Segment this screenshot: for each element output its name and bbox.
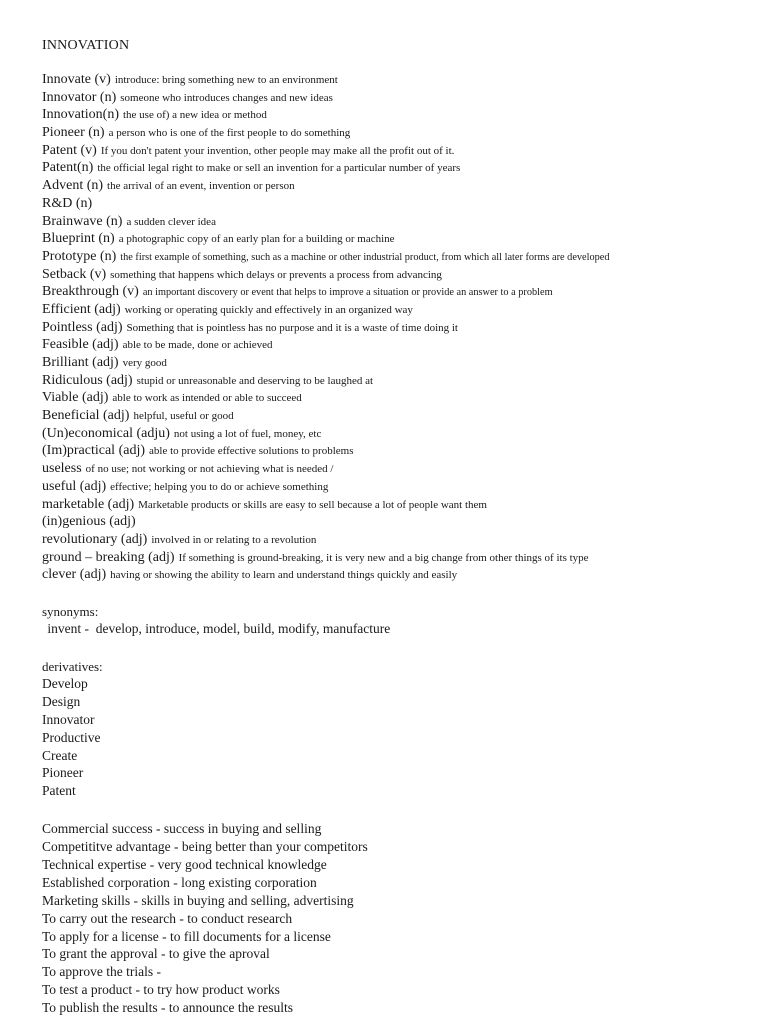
vocab-entry bbox=[42, 565, 752, 583]
vocab-definition: a photographic copy of an early plan for a building or machine bbox=[118, 233, 395, 246]
vocab-entry bbox=[42, 229, 752, 247]
vocab-entry bbox=[42, 318, 752, 336]
vocab-term: Pioneer (n) bbox=[42, 125, 105, 141]
vocab-entry bbox=[42, 388, 752, 406]
spacer bbox=[42, 800, 752, 820]
vocab-term: (in)genious (adj) bbox=[42, 514, 136, 530]
phrase-item: Commercial success - success in buying and selling bbox=[42, 821, 322, 837]
vocab-definition: the first example of something, such as a machine or other industrial product, from which all later forms are developed bbox=[120, 251, 610, 263]
vocab-term: Efficient (adj) bbox=[42, 301, 121, 317]
vocab-entry bbox=[42, 353, 752, 371]
spacer bbox=[42, 583, 752, 603]
vocab-entry bbox=[42, 141, 752, 159]
vocab-definition: having or showing the ability to learn and understand things quickly and easily bbox=[110, 569, 458, 582]
page-title: INNOVATION bbox=[42, 38, 130, 53]
vocab-term: useful (adj) bbox=[42, 478, 107, 494]
vocab-entry bbox=[42, 265, 752, 283]
phrase-item: To test a product - to try how product works bbox=[42, 982, 280, 998]
phrases-list bbox=[42, 820, 752, 1017]
vocab-entry bbox=[42, 371, 752, 389]
vocab-definition: the use of) a new idea or method bbox=[122, 109, 267, 122]
synonyms-line: invent - develop, introduce, model, build, modify, manufacture bbox=[44, 620, 391, 636]
vocab-definition: stupid or unreasonable and deserving to be laughed at bbox=[136, 374, 374, 387]
vocab-entry bbox=[42, 247, 752, 265]
vocab-definition: someone who introduces changes and new ideas bbox=[120, 91, 333, 104]
vocab-definition: able to provide effective solutions to problems bbox=[149, 445, 354, 458]
vocab-definition: very good bbox=[122, 357, 167, 369]
phrase-item: To apply for a license - to fill documents for a license bbox=[42, 928, 331, 944]
vocab-term: Setback (v) bbox=[42, 266, 107, 282]
phrase-item: To grant the approval - to give the aproval bbox=[42, 946, 270, 962]
vocab-entry bbox=[42, 158, 752, 176]
derivatives-label: derivatives: bbox=[42, 658, 103, 674]
derivative-item: Develop bbox=[42, 675, 88, 691]
vocab-entry bbox=[42, 530, 752, 548]
spacer bbox=[42, 638, 752, 658]
vocab-definition: effective; helping you to do or achieve something bbox=[110, 480, 329, 493]
vocab-definition: If you don't patent your invention, other people may make all the profit out of it. bbox=[100, 144, 455, 157]
vocab-entry bbox=[42, 441, 752, 459]
vocab-term: Pointless (adj) bbox=[42, 319, 123, 335]
vocab-entry bbox=[42, 495, 752, 513]
vocab-definition: Marketable products or skills are easy to sell because a lot of people want them bbox=[138, 498, 487, 511]
vocab-entry bbox=[42, 477, 752, 495]
vocab-entry bbox=[42, 300, 752, 318]
vocab-definition: of no use; not working or not achieving what is needed / bbox=[85, 463, 334, 476]
vocab-entry bbox=[42, 424, 752, 442]
vocab-definition: involved in or relating to a revolution bbox=[151, 533, 317, 546]
vocab-definition: an important discovery or event that helps to improve a situation or provide an answer to a problem bbox=[142, 287, 553, 299]
phrase-item: Marketing skills - skills in buying and selling, advertising bbox=[42, 892, 354, 908]
vocab-entry bbox=[42, 512, 752, 530]
vocab-entry bbox=[42, 88, 752, 106]
vocab-term: R&D (n) bbox=[42, 195, 93, 211]
phrase-item: Technical expertise - very good technical knowledge bbox=[42, 856, 327, 872]
vocab-definition: If something is ground-breaking, it is very new and a big change from other things of its type bbox=[178, 551, 589, 564]
derivative-item: Productive bbox=[42, 729, 101, 745]
vocab-term: ground – breaking (adj) bbox=[42, 549, 175, 565]
vocab-definition: Something that is pointless has no purpose and it is a waste of time doing it bbox=[126, 321, 458, 334]
vocab-entry bbox=[42, 70, 752, 88]
phrase-item: To approve the trials - bbox=[42, 964, 162, 980]
phrase-item: To carry out the research - to conduct research bbox=[42, 910, 293, 926]
vocab-definition: the official legal right to make or sell an invention for a particular number of years bbox=[97, 162, 461, 175]
vocab-term: Brainwave (n) bbox=[42, 213, 123, 229]
vocab-definition: working or operating quickly and effectively in an organized way bbox=[124, 303, 413, 316]
vocab-definition: something that happens which delays or prevents a process from advancing bbox=[110, 268, 442, 281]
derivatives-list bbox=[42, 675, 752, 800]
vocab-definition: able to be made, done or achieved bbox=[122, 339, 273, 352]
phrase-item: Competititve advantage - being better than your competitors bbox=[42, 839, 368, 855]
vocab-term: Brilliant (adj) bbox=[42, 355, 119, 370]
vocab-entry bbox=[42, 406, 752, 424]
vocab-term: Viable (adj) bbox=[42, 390, 109, 406]
vocab-entry bbox=[42, 282, 752, 300]
synonyms-label: synonyms: bbox=[42, 603, 99, 619]
vocab-term: Innovate (v) bbox=[42, 72, 111, 87]
vocab-term: Patent (v) bbox=[42, 142, 97, 158]
vocab-term: Prototype (n) bbox=[42, 248, 117, 264]
vocab-entry bbox=[42, 105, 752, 123]
vocab-entry bbox=[42, 123, 752, 141]
vocab-entry bbox=[42, 459, 752, 477]
vocab-entry bbox=[42, 194, 752, 212]
vocab-definition: introduce: bring something new to an environment bbox=[114, 74, 338, 86]
vocab-term: revolutionary (adj) bbox=[42, 531, 148, 547]
derivative-item: Pioneer bbox=[42, 765, 84, 781]
derivative-item: Innovator bbox=[42, 711, 95, 727]
vocab-definition: able to work as intended or able to succeed bbox=[112, 392, 302, 405]
vocab-term: Patent(n) bbox=[42, 160, 94, 176]
vocab-term: useless bbox=[42, 461, 82, 477]
vocab-entry bbox=[42, 335, 752, 353]
document-page bbox=[42, 36, 752, 1017]
vocab-term: (Im)practical (adj) bbox=[42, 443, 145, 459]
phrase-item: Established corporation - long existing corporation bbox=[42, 874, 317, 890]
vocab-definition: helpful, useful or good bbox=[133, 410, 234, 423]
vocab-definition: not using a lot of fuel, money, etc bbox=[173, 427, 322, 440]
vocab-entry bbox=[42, 212, 752, 230]
vocab-term: clever (adj) bbox=[42, 567, 107, 583]
vocab-term: (Un)economical (adju) bbox=[42, 425, 170, 441]
vocab-term: Feasible (adj) bbox=[42, 337, 119, 353]
vocab-definition: the arrival of an event, invention or person bbox=[107, 180, 295, 193]
vocab-term: Beneficial (adj) bbox=[42, 408, 130, 424]
vocab-term: Innovation(n) bbox=[42, 107, 119, 123]
vocab-entry bbox=[42, 548, 752, 566]
vocabulary-list bbox=[42, 70, 752, 583]
vocab-term: Advent (n) bbox=[42, 178, 104, 194]
derivative-item: Create bbox=[42, 747, 78, 763]
vocab-term: marketable (adj) bbox=[42, 496, 135, 512]
vocab-definition: a sudden clever idea bbox=[126, 215, 216, 228]
derivative-item: Design bbox=[42, 693, 81, 709]
derivative-item: Patent bbox=[42, 783, 76, 799]
vocab-entry bbox=[42, 176, 752, 194]
vocab-term: Innovator (n) bbox=[42, 89, 117, 105]
vocab-definition: a person who is one of the first people to do something bbox=[108, 127, 351, 140]
phrase-item: To publish the results - to announce the results bbox=[42, 1000, 294, 1016]
vocab-term: Blueprint (n) bbox=[42, 231, 115, 247]
vocab-term: Ridiculous (adj) bbox=[42, 372, 133, 388]
vocab-term: Breakthrough (v) bbox=[42, 284, 139, 300]
